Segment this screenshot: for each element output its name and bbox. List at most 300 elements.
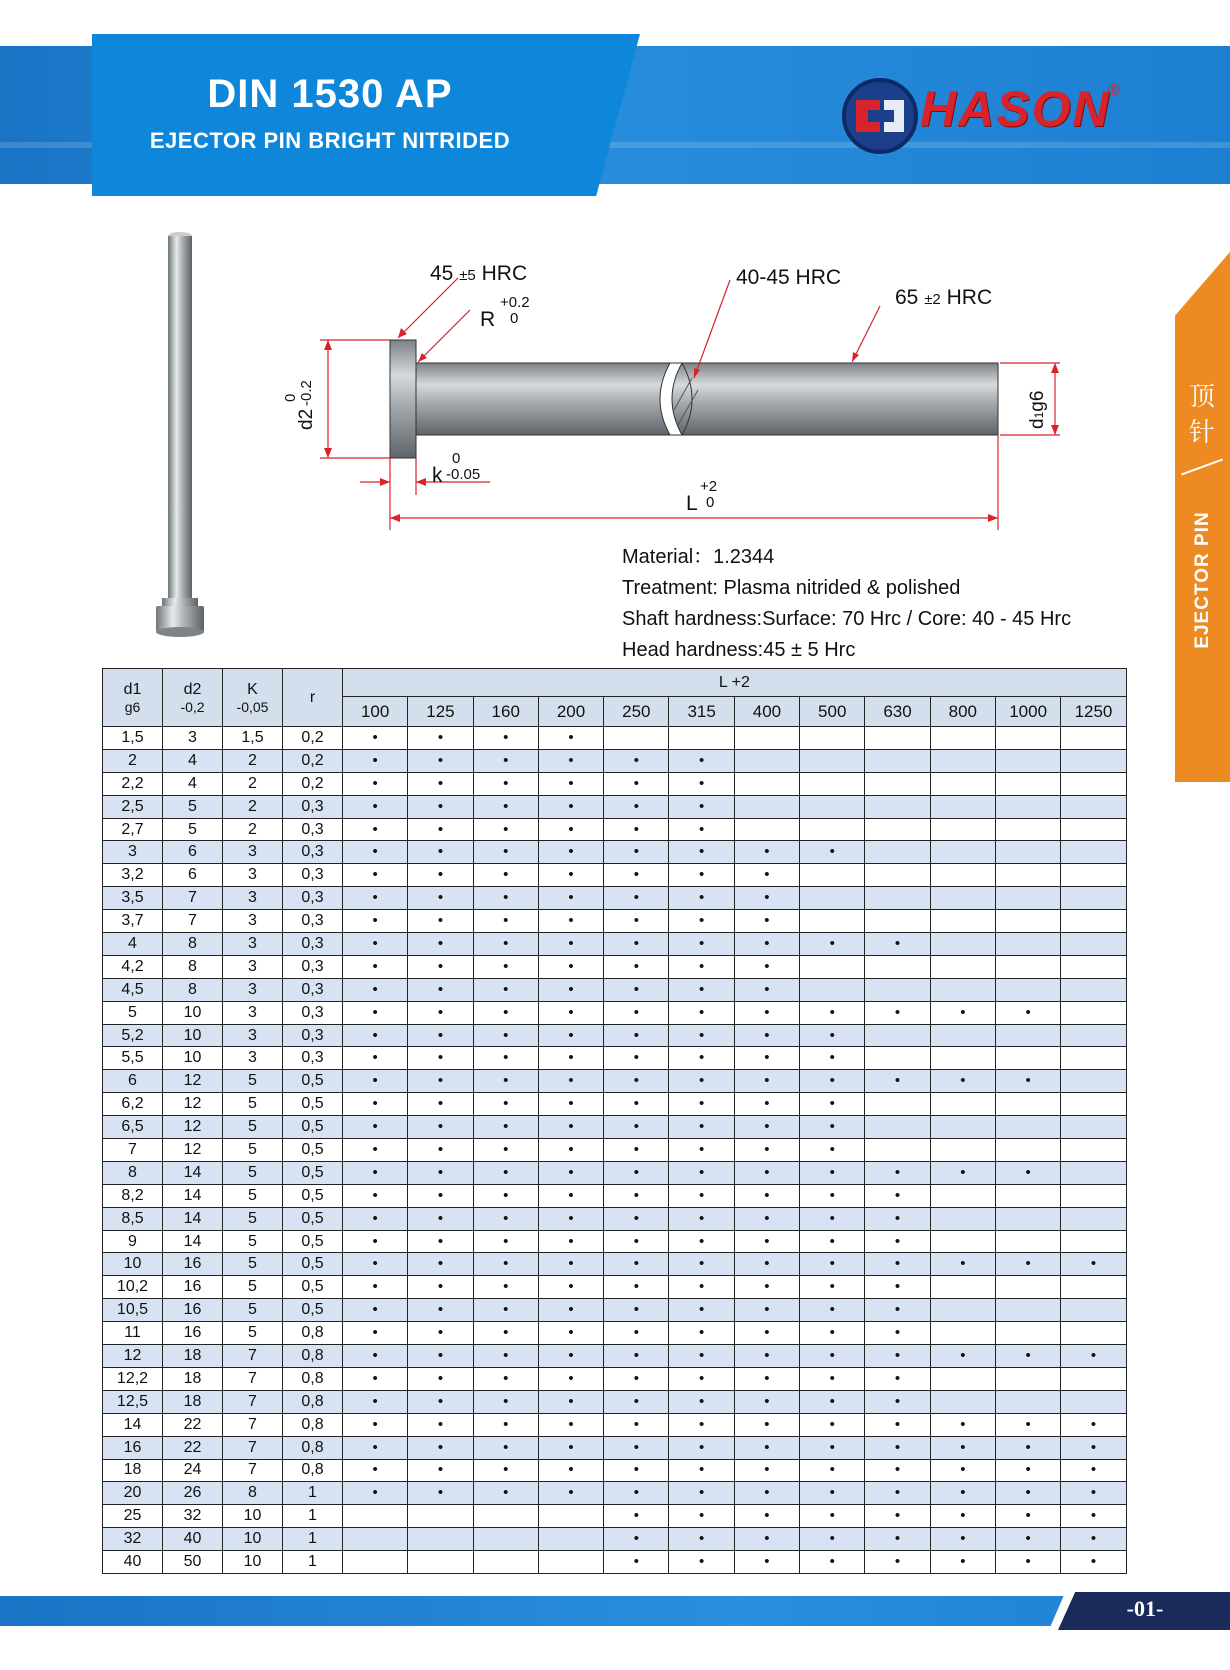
table-row [103,955,1127,978]
availability-cell [604,1161,669,1184]
cell-r: 0,3 [283,955,343,978]
available-dot-icon: • [437,1003,444,1021]
availability-cell [604,818,669,841]
availability-cell [408,1139,473,1162]
availability-cell [995,864,1060,887]
cell-d2: 18 [163,1367,223,1390]
availability-cell [865,1024,930,1047]
availability-cell [473,933,538,956]
availability-cell [1061,887,1126,910]
length-header-500: 500 [800,697,865,727]
availability-cell [473,1230,538,1253]
available-dot-icon: • [764,1392,770,1410]
availability-cell [865,1551,930,1574]
cell-r: 0,5 [283,1299,343,1322]
available-dot-icon: • [568,1415,574,1433]
availability-cell [1061,1459,1126,1482]
cell-k: 10 [223,1505,283,1528]
availability-cell [930,1184,995,1207]
cell-r: 0,8 [283,1436,343,1459]
available-dot-icon: • [503,1346,509,1364]
availability-cell [669,1139,734,1162]
availability-cell [930,841,995,864]
available-dot-icon: • [829,1392,835,1410]
availability-cell [995,1276,1060,1299]
available-dot-icon: • [437,1049,444,1067]
availability-cell [669,1459,734,1482]
availability-cell [995,1322,1060,1345]
available-dot-icon: • [633,1415,639,1433]
available-dot-icon: • [829,1003,835,1021]
available-dot-icon: • [568,957,574,975]
head-hardness-tolerance: ±5 [459,267,476,284]
available-dot-icon: • [894,934,901,952]
available-dot-icon: • [568,1346,574,1364]
cell-d2: 18 [163,1390,223,1413]
table-row [103,1505,1127,1528]
availability-cell [995,1230,1060,1253]
length-header-1250: 1250 [1061,697,1126,727]
available-dot-icon: • [764,1140,770,1158]
cell-d1: 1,5 [103,727,163,750]
available-dot-icon: • [372,1118,378,1136]
cell-d1: 6,2 [103,1093,163,1116]
available-dot-icon: • [568,1026,574,1044]
cell-k: 3 [223,1001,283,1024]
availability-cell [408,1528,473,1551]
available-dot-icon: • [568,889,574,907]
available-dot-icon: • [699,1140,705,1158]
table-row [103,1047,1127,1070]
availability-cell [408,841,473,864]
available-dot-icon: • [372,1369,378,1387]
table-row [103,1024,1127,1047]
availability-cell [800,1390,865,1413]
footer-band [0,1596,1230,1626]
available-dot-icon: • [568,1324,574,1342]
availability-cell [408,1093,473,1116]
availability-cell [604,1047,669,1070]
available-dot-icon: • [372,1072,378,1090]
availability-cell [604,1093,669,1116]
availability-cell [473,1139,538,1162]
available-dot-icon: • [1025,1003,1031,1021]
availability-cell [930,1116,995,1139]
availability-cell [538,727,603,750]
availability-cell [669,1207,734,1230]
available-dot-icon: • [437,1278,444,1296]
available-dot-icon: • [372,728,378,746]
availability-cell [995,955,1060,978]
cell-d1: 5 [103,1001,163,1024]
available-dot-icon: • [1090,1461,1097,1479]
available-dot-icon: • [437,1255,444,1273]
availability-cell [995,1299,1060,1322]
available-dot-icon: • [633,1278,639,1296]
cell-r: 0,8 [283,1345,343,1368]
availability-cell [930,864,995,887]
available-dot-icon: • [568,912,574,930]
available-dot-icon: • [764,1209,770,1227]
available-dot-icon: • [503,1415,509,1433]
available-dot-icon: • [633,1163,639,1181]
available-dot-icon: • [829,1530,835,1548]
available-dot-icon: • [568,1049,574,1067]
available-dot-icon: • [764,1163,770,1181]
availability-cell [604,727,669,750]
available-dot-icon: • [764,1324,770,1342]
availability-cell [669,1001,734,1024]
available-dot-icon: • [503,774,509,792]
availability-cell [343,1116,408,1139]
availability-cell [865,1413,930,1436]
cell-d1: 12,2 [103,1367,163,1390]
availability-cell [408,910,473,933]
available-dot-icon: • [764,980,770,998]
availability-cell [669,1345,734,1368]
availability-cell [1061,1299,1126,1322]
availability-cell [473,1322,538,1345]
availability-cell [734,864,799,887]
availability-cell [669,1047,734,1070]
cell-k: 10 [223,1528,283,1551]
d1-fit: g6 [1027,390,1048,412]
availability-cell [734,887,799,910]
availability-cell [408,1253,473,1276]
cell-r: 1 [283,1505,343,1528]
available-dot-icon: • [829,1484,835,1502]
available-dot-icon: • [699,843,705,861]
page-title: DIN 1530 AP [207,72,453,116]
available-dot-icon: • [894,1072,901,1090]
available-dot-icon: • [699,912,705,930]
table-row [103,818,1127,841]
available-dot-icon: • [960,1003,966,1021]
cell-d2: 50 [163,1551,223,1574]
availability-cell [408,727,473,750]
cell-d1: 3 [103,841,163,864]
availability-cell [408,1551,473,1574]
availability-cell [343,864,408,887]
cell-k: 3 [223,910,283,933]
availability-cell [800,1345,865,1368]
available-dot-icon: • [1025,1461,1031,1479]
availability-cell [343,749,408,772]
availability-cell [1061,1322,1126,1345]
available-dot-icon: • [633,1049,639,1067]
available-dot-icon: • [568,1095,574,1113]
cell-k: 3 [223,978,283,1001]
availability-cell [538,818,603,841]
cell-d1: 40 [103,1551,163,1574]
available-dot-icon: • [633,797,639,815]
availability-cell [343,1413,408,1436]
available-dot-icon: • [764,912,770,930]
spec-shaft-hardness: Shaft hardness:Surface: 70 Hrc / Core: 40 - 45 Hrc [622,608,1072,630]
availability-cell [343,1024,408,1047]
available-dot-icon: • [633,1003,639,1021]
availability-cell [473,1276,538,1299]
availability-cell [343,1345,408,1368]
available-dot-icon: • [699,797,705,815]
available-dot-icon: • [503,912,509,930]
available-dot-icon: • [829,843,835,861]
available-dot-icon: • [568,1232,574,1250]
availability-cell [800,1184,865,1207]
k-label: k [432,464,443,487]
available-dot-icon: • [437,1346,444,1364]
availability-cell [538,1367,603,1390]
cell-d1: 2 [103,749,163,772]
availability-cell [473,1436,538,1459]
availability-cell [1061,978,1126,1001]
availability-cell [865,955,930,978]
available-dot-icon: • [372,843,378,861]
page-subtitle: EJECTOR PIN BRIGHT NITRIDED [149,128,511,153]
available-dot-icon: • [960,1255,966,1273]
cell-r: 0,2 [283,749,343,772]
available-dot-icon: • [699,820,705,838]
availability-cell [1061,933,1126,956]
available-dot-icon: • [1025,1530,1031,1548]
availability-cell [538,1459,603,1482]
availability-cell [669,1322,734,1345]
available-dot-icon: • [699,957,705,975]
availability-cell [800,1139,865,1162]
cell-r: 0,5 [283,1230,343,1253]
availability-cell [734,727,799,750]
availability-cell [538,933,603,956]
available-dot-icon: • [894,1232,901,1250]
cell-d1: 25 [103,1505,163,1528]
available-dot-icon: • [960,1346,966,1364]
availability-cell [865,1093,930,1116]
available-dot-icon: • [764,1118,770,1136]
table-row [103,1390,1127,1413]
available-dot-icon: • [894,1324,901,1342]
availability-cell [865,1230,930,1253]
availability-cell [734,1093,799,1116]
cell-d1: 3,7 [103,910,163,933]
availability-cell [800,772,865,795]
availability-cell [408,1505,473,1528]
available-dot-icon: • [894,1415,901,1433]
availability-cell [669,772,734,795]
cell-d2: 5 [163,818,223,841]
cell-d1: 8,2 [103,1184,163,1207]
available-dot-icon: • [829,1301,835,1319]
available-dot-icon: • [894,1484,901,1502]
availability-cell [669,1253,734,1276]
available-dot-icon: • [699,866,705,884]
availability-cell [669,1390,734,1413]
cell-k: 7 [223,1367,283,1390]
availability-cell [343,1505,408,1528]
available-dot-icon: • [1025,1163,1031,1181]
availability-cell [408,1345,473,1368]
table-row [103,1207,1127,1230]
availability-cell [1061,1505,1126,1528]
availability-cell [1061,1207,1126,1230]
availability-cell [734,933,799,956]
available-dot-icon: • [764,957,770,975]
available-dot-icon: • [894,1003,901,1021]
availability-cell [800,933,865,956]
table-row [103,1161,1127,1184]
availability-cell [930,933,995,956]
logo-emblem-icon [840,76,920,156]
available-dot-icon: • [372,1209,378,1227]
cell-d2: 16 [163,1322,223,1345]
availability-cell [538,887,603,910]
availability-cell [1061,1116,1126,1139]
table-row [103,1001,1127,1024]
availability-cell [734,1139,799,1162]
availability-cell [865,772,930,795]
availability-cell [538,1276,603,1299]
available-dot-icon: • [1090,1255,1097,1273]
availability-cell [1061,1436,1126,1459]
available-dot-icon: • [372,1324,378,1342]
availability-cell [930,1230,995,1253]
available-dot-icon: • [503,1278,509,1296]
availability-cell [408,1299,473,1322]
availability-cell [865,1528,930,1551]
available-dot-icon: • [1025,1415,1031,1433]
table-row [103,1253,1127,1276]
available-dot-icon: • [633,1118,639,1136]
radius-label: R [480,308,496,331]
available-dot-icon: • [699,1415,705,1433]
table-row [103,727,1127,750]
available-dot-icon: • [699,1324,705,1342]
available-dot-icon: • [372,1026,378,1044]
available-dot-icon: • [699,1255,705,1273]
availability-cell [473,818,538,841]
availability-cell [604,955,669,978]
availability-cell [930,887,995,910]
availability-cell [669,933,734,956]
table-row [103,1528,1127,1551]
available-dot-icon: • [437,1026,444,1044]
availability-cell [538,1184,603,1207]
available-dot-icon: • [1025,1346,1031,1364]
cell-d1: 6 [103,1070,163,1093]
availability-cell [800,795,865,818]
cell-d2: 6 [163,841,223,864]
available-dot-icon: • [568,728,574,746]
available-dot-icon: • [699,1118,705,1136]
available-dot-icon: • [894,1461,901,1479]
cell-r: 0,5 [283,1207,343,1230]
cell-r: 0,5 [283,1116,343,1139]
length-header-1000: 1000 [995,697,1060,727]
available-dot-icon: • [503,1209,509,1227]
table-row [103,1436,1127,1459]
available-dot-icon: • [372,957,378,975]
availability-cell [800,841,865,864]
availability-cell [473,910,538,933]
available-dot-icon: • [960,1530,966,1548]
availability-cell [995,1367,1060,1390]
available-dot-icon: • [372,889,378,907]
cell-d1: 4,2 [103,955,163,978]
availability-cell [800,1161,865,1184]
availability-cell [473,1299,538,1322]
availability-cell [800,955,865,978]
cell-d2: 12 [163,1116,223,1139]
availability-cell [473,1253,538,1276]
availability-cell [865,1390,930,1413]
available-dot-icon: • [568,866,574,884]
length-header-800: 800 [930,697,995,727]
available-dot-icon: • [699,1232,705,1250]
cell-d2: 14 [163,1184,223,1207]
availability-cell [604,978,669,1001]
availability-cell [473,1184,538,1207]
availability-cell [669,1276,734,1299]
cell-d1: 20 [103,1482,163,1505]
table-row [103,1367,1127,1390]
availability-cell [669,1070,734,1093]
cell-d1: 14 [103,1413,163,1436]
cell-d1: 3,2 [103,864,163,887]
availability-cell [408,1207,473,1230]
availability-cell [865,818,930,841]
cell-d1: 8,5 [103,1207,163,1230]
availability-cell [930,1390,995,1413]
cell-d2: 14 [163,1207,223,1230]
availability-cell [930,1345,995,1368]
availability-cell [1061,818,1126,841]
available-dot-icon: • [829,1553,835,1570]
d2-tol-bottom: -0.2 [298,380,315,406]
availability-cell [473,749,538,772]
availability-cell [604,749,669,772]
availability-cell [604,910,669,933]
availability-cell [865,1047,930,1070]
table-row [103,1322,1127,1345]
table-row [103,1230,1127,1253]
l-tol-top: +2 [700,478,718,495]
availability-cell [930,1299,995,1322]
availability-cell [473,1093,538,1116]
availability-cell [408,1276,473,1299]
availability-cell [669,1505,734,1528]
cell-r: 0,5 [283,1276,343,1299]
availability-cell [930,1253,995,1276]
table-row [103,864,1127,887]
available-dot-icon: • [1090,1530,1097,1548]
availability-cell [604,1528,669,1551]
availability-cell [865,1276,930,1299]
availability-cell [604,1367,669,1390]
availability-cell [473,1505,538,1528]
available-dot-icon: • [829,1232,835,1250]
available-dot-icon: • [372,866,378,884]
available-dot-icon: • [437,1095,444,1113]
availability-cell [604,1184,669,1207]
cell-k: 2 [223,818,283,841]
available-dot-icon: • [764,1255,770,1273]
col-header-k: K -0,05 [223,669,283,727]
l-tol-bottom: 0 [706,494,715,511]
availability-cell [995,795,1060,818]
availability-cell [930,1161,995,1184]
available-dot-icon: • [960,1484,966,1502]
available-dot-icon: • [568,1438,574,1456]
available-dot-icon: • [894,1163,901,1181]
